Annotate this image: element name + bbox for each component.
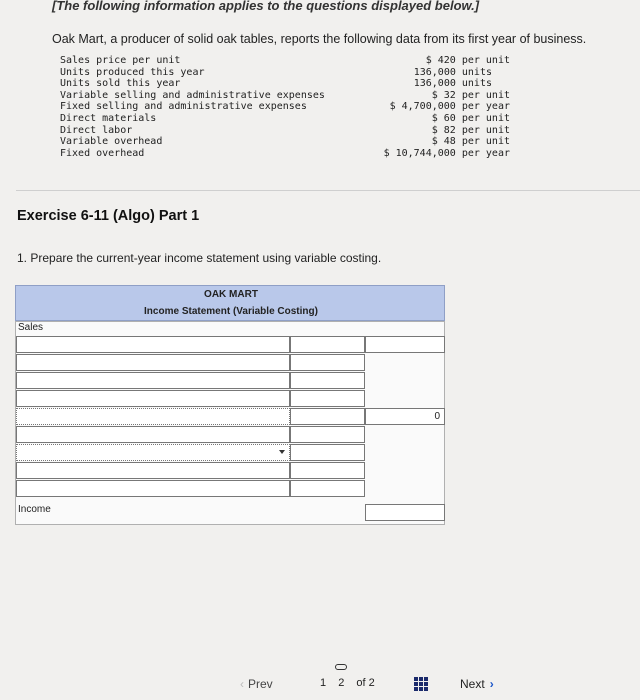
footer-nav (0, 640, 640, 700)
page-count: of 2 (356, 677, 375, 689)
statement-row (16, 336, 446, 354)
link-icon (335, 664, 347, 670)
row-label-input[interactable] (16, 390, 290, 407)
row-label-input[interactable] (16, 480, 290, 497)
row-amount-input[interactable] (290, 390, 365, 407)
row-total-input[interactable] (365, 336, 445, 353)
income-label: Income (18, 504, 51, 515)
data-label: Direct materials (60, 112, 157, 124)
data-label: Fixed selling and administrative expenses (60, 101, 307, 113)
data-label: Direct labor (60, 124, 133, 136)
data-value: $ 48 per unit (431, 136, 510, 148)
data-label: Units sold this year (60, 78, 181, 90)
data-value: 136,000 units (413, 78, 492, 90)
data-label: Variable selling and administrative expenses (60, 89, 325, 101)
section-divider (16, 190, 640, 191)
data-row (60, 101, 510, 113)
statement-row (16, 426, 446, 444)
data-value: $ 60 per unit (431, 112, 510, 124)
row-amount-input[interactable] (290, 462, 365, 479)
statement-company: OAK MART (204, 289, 258, 300)
data-label: Variable overhead (60, 136, 163, 148)
row-label-input[interactable] (16, 354, 290, 371)
exercise-title: Exercise 6-11 (Algo) Part 1 (17, 208, 200, 224)
data-row (60, 78, 510, 90)
row-label-input[interactable] (16, 462, 290, 479)
data-value: $ 32 per unit (431, 89, 510, 101)
statement-grid (15, 321, 445, 525)
income-total-input[interactable] (365, 504, 445, 521)
statement-header (15, 285, 445, 321)
data-row (60, 136, 510, 148)
data-row (60, 113, 510, 125)
grid-icon[interactable] (414, 677, 428, 691)
instructions-note: [The following information applies to the questions displayed below.] (52, 0, 480, 13)
row-label-select[interactable] (16, 444, 290, 461)
row-label-input[interactable] (16, 426, 290, 443)
statement-row (16, 462, 446, 480)
statement-row (16, 504, 446, 522)
data-row (60, 148, 510, 160)
data-label: Units produced this year (60, 66, 205, 78)
data-value: 136,000 units (413, 66, 492, 78)
prev-button[interactable] (240, 677, 273, 691)
data-label: Sales price per unit (60, 55, 181, 66)
data-value: $ 10,744,000 per year (383, 147, 510, 159)
row-amount-input[interactable] (290, 480, 365, 497)
row-amount-input[interactable] (290, 408, 365, 425)
data-row (60, 125, 510, 137)
income-statement (15, 285, 445, 525)
sales-label: Sales (18, 322, 44, 333)
statement-row (16, 372, 446, 390)
pagination (320, 677, 384, 689)
row-label-input[interactable] (16, 372, 290, 389)
data-row (60, 90, 510, 102)
data-value: $ 4,700,000 per year (389, 101, 510, 113)
intro-text: Oak Mart, a producer of solid oak tables, reports the following data from its first year of business. (52, 32, 587, 46)
row-amount-input[interactable] (290, 354, 365, 371)
chevron-right-icon: › (489, 677, 494, 691)
row-amount-input[interactable] (290, 336, 365, 353)
data-row (60, 55, 510, 67)
row-label-input[interactable] (16, 336, 290, 353)
page-2-button[interactable]: 2 (338, 677, 345, 689)
statement-row (16, 390, 446, 408)
chevron-left-icon: ‹ (240, 677, 244, 691)
row-amount-input[interactable] (290, 444, 365, 461)
data-value: $ 82 per unit (431, 124, 510, 136)
chevron-down-icon (279, 450, 285, 454)
row-amount-input[interactable] (290, 426, 365, 443)
statement-row (16, 408, 446, 426)
data-table (60, 55, 510, 159)
statement-row (16, 354, 446, 372)
statement-row (16, 480, 446, 498)
row-amount-input[interactable] (290, 372, 365, 389)
next-label: Next (460, 677, 485, 691)
data-value: $ 420 per unit (425, 55, 510, 66)
data-label: Fixed overhead (60, 147, 145, 159)
question-text: 1. Prepare the current-year income statement using variable costing. (17, 251, 382, 265)
row-label-input[interactable] (16, 408, 290, 425)
subtotal-cell[interactable]: 0 (365, 408, 445, 425)
statement-title: Income Statement (Variable Costing) (144, 306, 318, 317)
prev-label: Prev (248, 677, 273, 691)
next-button[interactable] (460, 677, 494, 691)
data-row (60, 67, 510, 79)
page-1-button[interactable]: 1 (320, 677, 327, 689)
statement-row (16, 444, 446, 462)
